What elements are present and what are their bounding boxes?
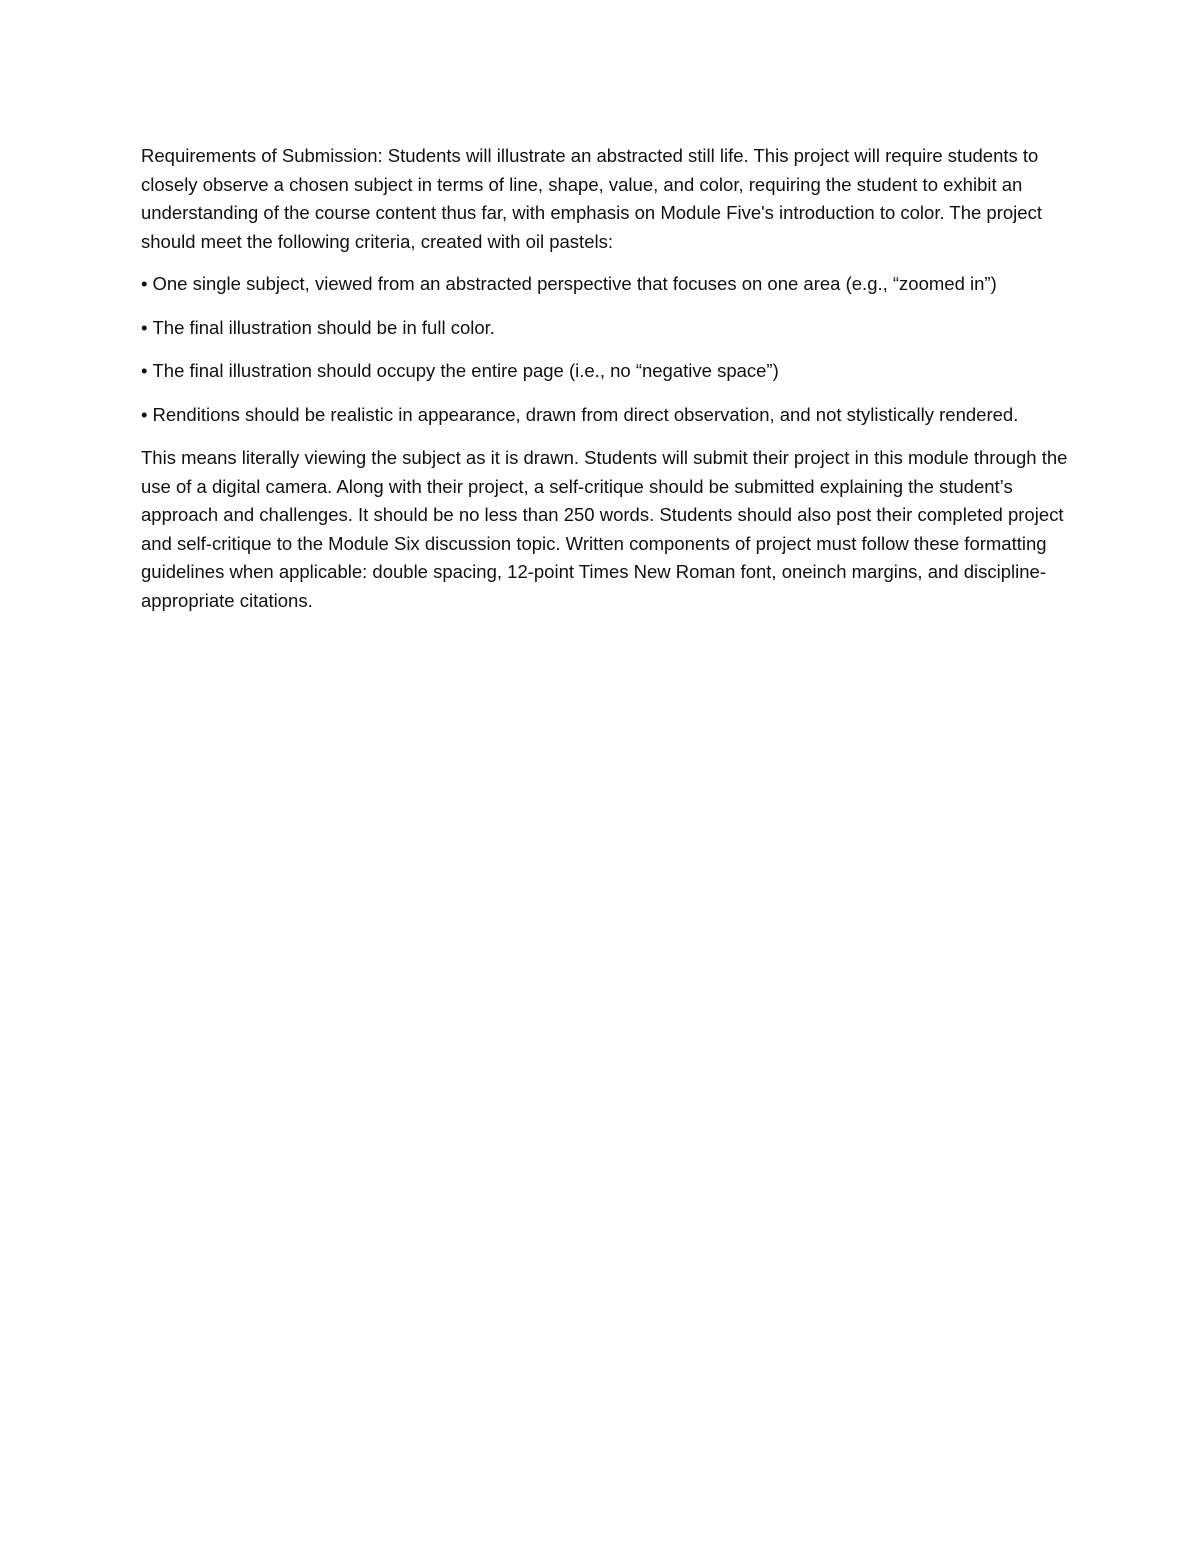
criteria-list xyxy=(141,270,1071,429)
criteria-item-entire-page xyxy=(141,357,1071,386)
criteria-item-text: The final illustration should occupy the entire page (i.e., no “negative space”) xyxy=(152,360,779,381)
bullet-icon: • xyxy=(141,316,148,338)
bullet-icon: • xyxy=(141,360,148,381)
intro-paragraph: Requirements of Submission: Students will illustrate an abstracted still life. This project will require students to closely observe a chosen subject in terms of line, shape, value, and color, requiring the student to exhibit an understanding of the course content thus far, with emphasis on Module Five's introduction to color. The project should meet the following criteria, created with oil pastels: xyxy=(141,145,1042,252)
document-body xyxy=(141,142,1071,629)
criteria-item-single-subject xyxy=(141,270,1071,299)
bullet-icon: • xyxy=(141,273,148,294)
criteria-item-text: Renditions should be realistic in appearance, drawn from direct observation, and not stylistically rendered. xyxy=(152,403,1019,425)
bullet-icon: • xyxy=(141,403,148,425)
criteria-item-realistic xyxy=(141,401,1071,430)
closing-paragraph: This means literally viewing the subject as it is drawn. Students will submit their project in this module through the use of a digital camera. Along with their project, a self-critique should be submitted explaining the student’s approach and challenges. It should be no less than 250 words. Students should also post their completed project and self-critique to the Module Six discussion topic. Written components of project must follow these formatting guidelines when applicable: double spacing, 12-point Times New Roman font, oneinch margins, and discipline-appropriate citations. xyxy=(141,447,1068,611)
criteria-item-text: The final illustration should be in full color. xyxy=(152,316,495,338)
criteria-item-full-color xyxy=(141,314,1071,343)
criteria-item-text: One single subject, viewed from an abstracted perspective that focuses on one area (e.g., “zoomed in”) xyxy=(152,273,997,294)
